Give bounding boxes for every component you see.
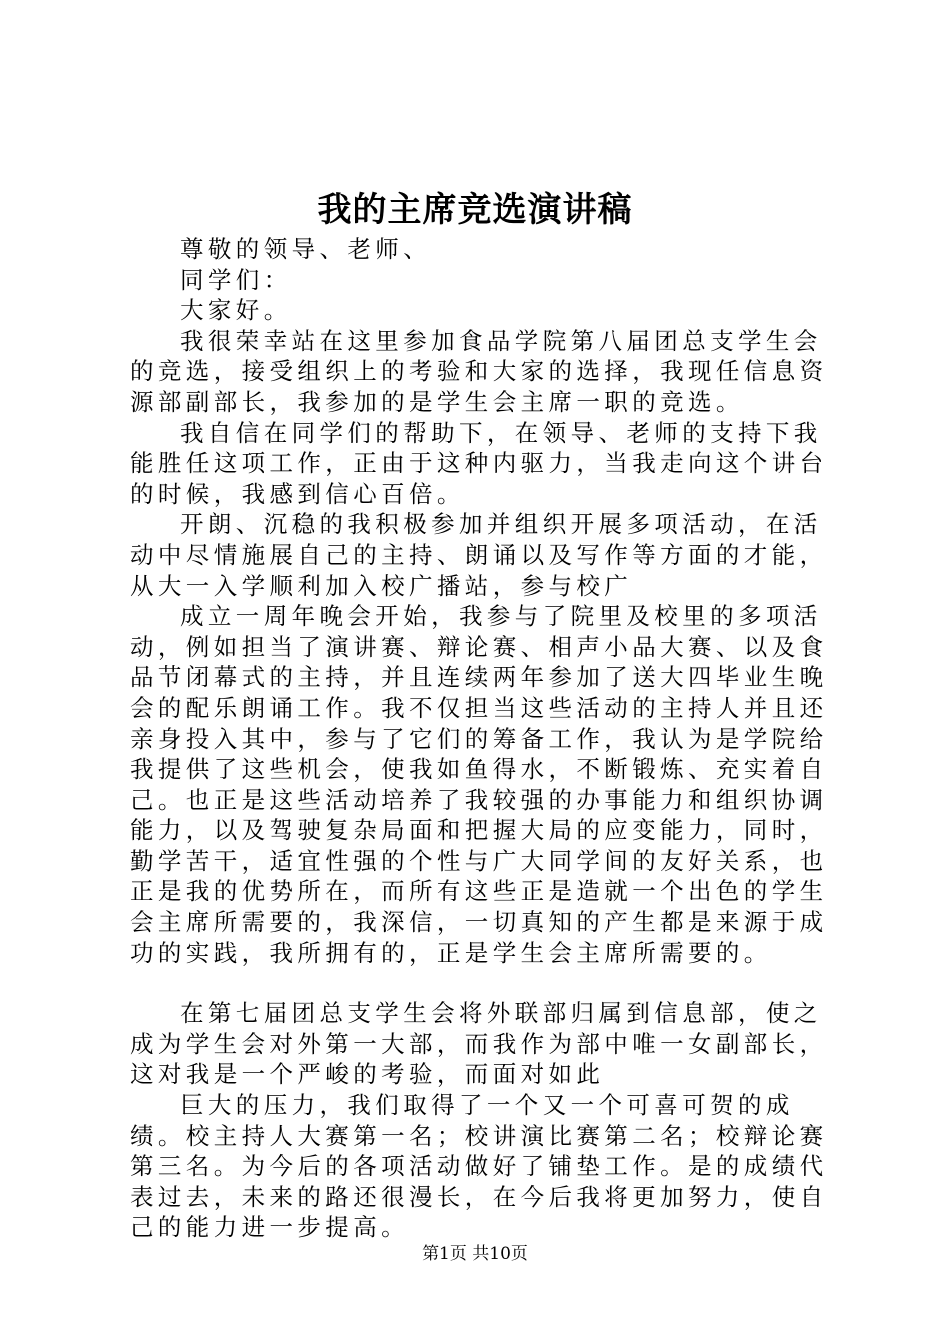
paragraph-achievements: 巨大的压力，我们取得了一个又一个可喜可贺的成绩。校主持人大赛第一名；校讲演比赛第二名；校辩论赛第三名。为今后的各项活动做好了铺垫工作。是的成绩代表过去，未来的路还很漫长，在今后我将更加努力，使自己的能力进一步提高。 bbox=[130, 1091, 828, 1242]
paragraph-confidence: 我自信在同学们的帮助下，在领导、老师的支持下我能胜任这项工作，正由于这种内驱力，当我走向这个讲台的时候，我感到信心百倍。 bbox=[130, 418, 828, 508]
page-number: 第1页 共10页 bbox=[422, 1244, 528, 1264]
paragraph-department: 在第七届团总支学生会将外联部归属到信息部，使之成为学生会对外第一大部，而我作为部中唯一女副部长，这对我是一个严峻的考验，而面对如此 bbox=[130, 999, 828, 1089]
paragraph-salutation-2: 同学们： bbox=[180, 265, 292, 294]
paragraph-experience: 成立一周年晚会开始，我参与了院里及校里的多项活动，例如担当了演讲赛、辩论赛、相声小品大赛、以及食品节闭幕式的主持，并且连续两年参加了送大四毕业生晚会的配乐朗诵工作。我不仅担当这些活动的主持人并且还亲身投入其中，参与了它们的筹备工作，我认为是学院给我提供了这些机会，使我如鱼得水，不断锻炼、充实着自己。也正是这些活动培养了我较强的办事能力和组织协调能力，以及驾驶复杂局面和把握大局的应变能力，同时，勤学苦干，适宜性强的个性与广大同学间的友好关系，也正是我的优势所在，而所有这些正是造就一个出色的学生会主席所需要的，我深信，一切真知的产生都是来源于成功的实践，我所拥有的，正是学生会主席所需要的。 bbox=[130, 602, 828, 967]
paragraph-gap bbox=[130, 968, 840, 998]
paragraph-introduction: 我很荣幸站在这里参加食品学院第八届团总支学生会的竞选，接受组织上的考验和大家的选择，我现任信息资源部副部长，我参加的是学生会主席一职的竞选。 bbox=[130, 326, 828, 416]
document-body bbox=[130, 234, 840, 1243]
paragraph-salutation-1: 尊敬的领导、老师、 bbox=[180, 235, 432, 263]
paragraph-greeting: 大家好。 bbox=[180, 296, 292, 325]
document-title: 我的主席竞选演讲稿 bbox=[317, 190, 633, 230]
paragraph-activities: 开朗、沉稳的我积极参加并组织开展多项活动，在活动中尽情施展自己的主持、朗诵以及写作等方面的才能，从大一入学顺利加入校广播站，参与校广 bbox=[130, 510, 828, 600]
